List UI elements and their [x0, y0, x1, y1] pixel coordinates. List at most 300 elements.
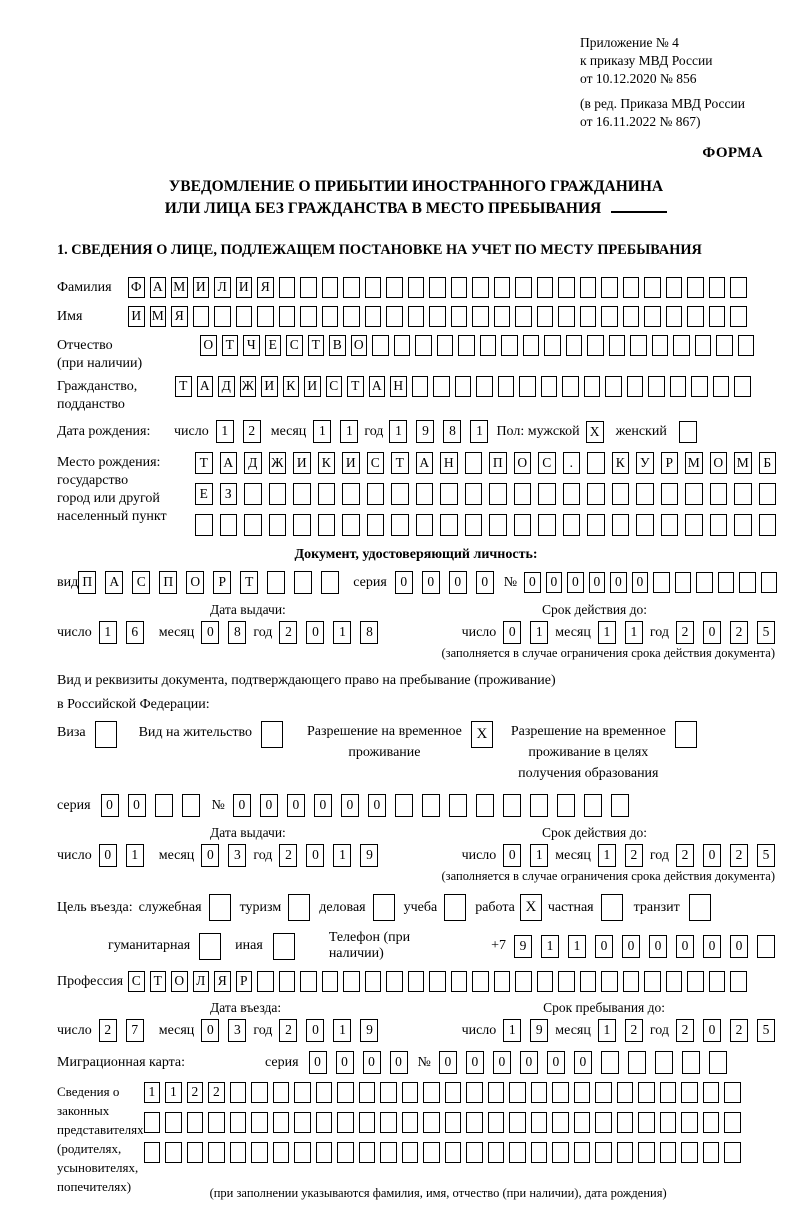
- char-cell[interactable]: [685, 514, 703, 536]
- char-cell[interactable]: Ж: [269, 452, 287, 474]
- char-cell[interactable]: [644, 306, 661, 327]
- char-cell[interactable]: [666, 277, 683, 298]
- char-cell[interactable]: Д: [244, 452, 262, 474]
- char-cell[interactable]: С: [367, 452, 385, 474]
- char-cell[interactable]: [574, 1142, 591, 1163]
- char-cell[interactable]: 1: [568, 935, 586, 958]
- char-cell[interactable]: 2: [279, 621, 297, 644]
- char-cell[interactable]: [724, 1142, 741, 1163]
- char-cell[interactable]: 0: [476, 571, 494, 594]
- char-cell[interactable]: О: [514, 452, 532, 474]
- char-cell[interactable]: [652, 335, 669, 356]
- char-cell[interactable]: 0: [676, 935, 694, 958]
- char-cell[interactable]: 0: [201, 844, 219, 867]
- char-cell[interactable]: [691, 376, 708, 397]
- char-cell[interactable]: [595, 1142, 612, 1163]
- char-cell[interactable]: [144, 1112, 161, 1133]
- char-cell[interactable]: [440, 514, 458, 536]
- char-cell[interactable]: [687, 971, 704, 992]
- char-cell[interactable]: 9: [416, 420, 434, 443]
- char-cell[interactable]: [730, 306, 747, 327]
- char-cell[interactable]: [584, 376, 601, 397]
- char-cell[interactable]: [494, 306, 511, 327]
- char-cell[interactable]: [251, 1142, 268, 1163]
- char-cell[interactable]: О: [710, 452, 728, 474]
- char-cell[interactable]: [660, 1142, 677, 1163]
- char-cell[interactable]: К: [612, 452, 630, 474]
- char-cell[interactable]: 9: [514, 935, 532, 958]
- char-cell[interactable]: Б: [759, 452, 777, 474]
- temp-residence-edu-checkbox[interactable]: [675, 721, 697, 748]
- purpose-other-checkbox[interactable]: [273, 933, 295, 960]
- char-cell[interactable]: [465, 452, 483, 474]
- char-cell[interactable]: Т: [150, 971, 167, 992]
- char-cell[interactable]: [269, 483, 287, 505]
- char-cell[interactable]: [322, 971, 339, 992]
- char-cell[interactable]: 0: [622, 935, 640, 958]
- char-cell[interactable]: [655, 1051, 673, 1074]
- char-cell[interactable]: [423, 1142, 440, 1163]
- char-cell[interactable]: Т: [195, 452, 213, 474]
- char-cell[interactable]: Т: [308, 335, 325, 356]
- char-cell[interactable]: [294, 571, 312, 594]
- char-cell[interactable]: А: [197, 376, 214, 397]
- char-cell[interactable]: [445, 1112, 462, 1133]
- char-cell[interactable]: 1: [313, 420, 331, 443]
- char-cell[interactable]: [365, 971, 382, 992]
- char-cell[interactable]: [451, 971, 468, 992]
- char-cell[interactable]: [488, 1142, 505, 1163]
- char-cell[interactable]: [661, 483, 679, 505]
- char-cell[interactable]: [257, 971, 274, 992]
- char-cell[interactable]: [730, 971, 747, 992]
- char-cell[interactable]: [703, 1142, 720, 1163]
- char-cell[interactable]: [563, 483, 581, 505]
- temp-residence-checkbox[interactable]: X: [471, 721, 493, 748]
- char-cell[interactable]: [422, 794, 440, 817]
- char-cell[interactable]: [636, 514, 654, 536]
- char-cell[interactable]: [244, 514, 262, 536]
- char-cell[interactable]: А: [416, 452, 434, 474]
- char-cell[interactable]: [155, 794, 173, 817]
- char-cell[interactable]: [208, 1142, 225, 1163]
- purpose-tourism-checkbox[interactable]: [288, 894, 310, 921]
- char-cell[interactable]: [538, 483, 556, 505]
- char-cell[interactable]: [734, 483, 752, 505]
- char-cell[interactable]: 0: [703, 1019, 721, 1042]
- char-cell[interactable]: 2: [730, 1019, 748, 1042]
- char-cell[interactable]: [230, 1142, 247, 1163]
- char-cell[interactable]: П: [159, 571, 177, 594]
- char-cell[interactable]: [321, 571, 339, 594]
- char-cell[interactable]: 3: [228, 844, 246, 867]
- char-cell[interactable]: 2: [208, 1082, 225, 1103]
- char-cell[interactable]: 0: [466, 1051, 484, 1074]
- char-cell[interactable]: [193, 306, 210, 327]
- char-cell[interactable]: [445, 1142, 462, 1163]
- char-cell[interactable]: [703, 1112, 720, 1133]
- char-cell[interactable]: 0: [287, 794, 305, 817]
- char-cell[interactable]: [587, 514, 605, 536]
- char-cell[interactable]: [300, 971, 317, 992]
- char-cell[interactable]: [666, 306, 683, 327]
- purpose-work-checkbox[interactable]: X: [520, 894, 542, 921]
- char-cell[interactable]: [273, 1142, 290, 1163]
- char-cell[interactable]: 5: [757, 844, 775, 867]
- char-cell[interactable]: [144, 1142, 161, 1163]
- char-cell[interactable]: [501, 335, 518, 356]
- char-cell[interactable]: [476, 794, 494, 817]
- char-cell[interactable]: [661, 514, 679, 536]
- char-cell[interactable]: [609, 335, 626, 356]
- char-cell[interactable]: [537, 277, 554, 298]
- char-cell[interactable]: [670, 376, 687, 397]
- char-cell[interactable]: [580, 277, 597, 298]
- purpose-transit-checkbox[interactable]: [689, 894, 711, 921]
- char-cell[interactable]: 0: [546, 572, 563, 593]
- char-cell[interactable]: Д: [218, 376, 235, 397]
- char-cell[interactable]: [294, 1112, 311, 1133]
- char-cell[interactable]: [531, 1142, 548, 1163]
- char-cell[interactable]: [236, 306, 253, 327]
- char-cell[interactable]: 8: [228, 621, 246, 644]
- char-cell[interactable]: 1: [598, 844, 616, 867]
- char-cell[interactable]: [294, 1082, 311, 1103]
- char-cell[interactable]: Т: [240, 571, 258, 594]
- char-cell[interactable]: [519, 376, 536, 397]
- char-cell[interactable]: [465, 483, 483, 505]
- residence-permit-checkbox[interactable]: [261, 721, 283, 748]
- char-cell[interactable]: О: [186, 571, 204, 594]
- char-cell[interactable]: [687, 306, 704, 327]
- char-cell[interactable]: [408, 306, 425, 327]
- char-cell[interactable]: Л: [214, 277, 231, 298]
- char-cell[interactable]: [386, 971, 403, 992]
- char-cell[interactable]: [612, 514, 630, 536]
- char-cell[interactable]: [541, 376, 558, 397]
- char-cell[interactable]: [394, 335, 411, 356]
- char-cell[interactable]: И: [193, 277, 210, 298]
- char-cell[interactable]: 5: [757, 1019, 775, 1042]
- char-cell[interactable]: [563, 514, 581, 536]
- char-cell[interactable]: Л: [193, 971, 210, 992]
- char-cell[interactable]: [279, 277, 296, 298]
- char-cell[interactable]: [359, 1112, 376, 1133]
- char-cell[interactable]: [552, 1142, 569, 1163]
- char-cell[interactable]: 0: [703, 935, 721, 958]
- char-cell[interactable]: [429, 277, 446, 298]
- char-cell[interactable]: [509, 1082, 526, 1103]
- char-cell[interactable]: [429, 306, 446, 327]
- char-cell[interactable]: [530, 794, 548, 817]
- char-cell[interactable]: [230, 1082, 247, 1103]
- char-cell[interactable]: [523, 335, 540, 356]
- char-cell[interactable]: О: [351, 335, 368, 356]
- char-cell[interactable]: [660, 1082, 677, 1103]
- char-cell[interactable]: 2: [187, 1082, 204, 1103]
- char-cell[interactable]: 0: [201, 1019, 219, 1042]
- char-cell[interactable]: 0: [368, 794, 386, 817]
- char-cell[interactable]: [630, 335, 647, 356]
- char-cell[interactable]: [279, 306, 296, 327]
- char-cell[interactable]: 0: [730, 935, 748, 958]
- char-cell[interactable]: [342, 483, 360, 505]
- char-cell[interactable]: 2: [730, 621, 748, 644]
- char-cell[interactable]: [251, 1112, 268, 1133]
- char-cell[interactable]: [423, 1112, 440, 1133]
- char-cell[interactable]: И: [261, 376, 278, 397]
- char-cell[interactable]: [552, 1112, 569, 1133]
- char-cell[interactable]: О: [171, 971, 188, 992]
- purpose-official-checkbox[interactable]: [209, 894, 231, 921]
- char-cell[interactable]: Н: [390, 376, 407, 397]
- char-cell[interactable]: [318, 514, 336, 536]
- char-cell[interactable]: [494, 277, 511, 298]
- char-cell[interactable]: [182, 794, 200, 817]
- char-cell[interactable]: [734, 376, 751, 397]
- char-cell[interactable]: [552, 1082, 569, 1103]
- char-cell[interactable]: У: [636, 452, 654, 474]
- char-cell[interactable]: Т: [391, 452, 409, 474]
- char-cell[interactable]: [644, 971, 661, 992]
- char-cell[interactable]: .: [563, 452, 581, 474]
- char-cell[interactable]: [557, 794, 575, 817]
- char-cell[interactable]: [724, 1082, 741, 1103]
- char-cell[interactable]: 2: [243, 420, 261, 443]
- char-cell[interactable]: [465, 514, 483, 536]
- char-cell[interactable]: [531, 1112, 548, 1133]
- char-cell[interactable]: [666, 971, 683, 992]
- char-cell[interactable]: [623, 971, 640, 992]
- char-cell[interactable]: [220, 514, 238, 536]
- char-cell[interactable]: [480, 335, 497, 356]
- char-cell[interactable]: [681, 1142, 698, 1163]
- char-cell[interactable]: 2: [99, 1019, 117, 1042]
- char-cell[interactable]: [515, 306, 532, 327]
- char-cell[interactable]: [644, 277, 661, 298]
- char-cell[interactable]: 1: [503, 1019, 521, 1042]
- char-cell[interactable]: [685, 483, 703, 505]
- char-cell[interactable]: [402, 1082, 419, 1103]
- char-cell[interactable]: [337, 1082, 354, 1103]
- char-cell[interactable]: 1: [470, 420, 488, 443]
- char-cell[interactable]: [230, 1112, 247, 1133]
- char-cell[interactable]: [709, 971, 726, 992]
- char-cell[interactable]: [187, 1142, 204, 1163]
- char-cell[interactable]: [695, 335, 712, 356]
- char-cell[interactable]: [343, 971, 360, 992]
- sex-female-checkbox[interactable]: [679, 421, 697, 443]
- char-cell[interactable]: 0: [395, 571, 413, 594]
- char-cell[interactable]: [408, 277, 425, 298]
- char-cell[interactable]: [365, 306, 382, 327]
- char-cell[interactable]: Я: [257, 277, 274, 298]
- char-cell[interactable]: [515, 277, 532, 298]
- char-cell[interactable]: [380, 1112, 397, 1133]
- char-cell[interactable]: А: [150, 277, 167, 298]
- char-cell[interactable]: Я: [214, 971, 231, 992]
- char-cell[interactable]: 2: [676, 1019, 694, 1042]
- char-cell[interactable]: [580, 306, 597, 327]
- char-cell[interactable]: [267, 571, 285, 594]
- char-cell[interactable]: 0: [524, 572, 541, 593]
- char-cell[interactable]: А: [220, 452, 238, 474]
- char-cell[interactable]: [761, 572, 778, 593]
- char-cell[interactable]: [294, 1142, 311, 1163]
- char-cell[interactable]: [472, 306, 489, 327]
- char-cell[interactable]: [759, 514, 777, 536]
- char-cell[interactable]: И: [304, 376, 321, 397]
- char-cell[interactable]: 1: [144, 1082, 161, 1103]
- char-cell[interactable]: [416, 514, 434, 536]
- char-cell[interactable]: [440, 483, 458, 505]
- char-cell[interactable]: [316, 1082, 333, 1103]
- char-cell[interactable]: 1: [333, 621, 351, 644]
- char-cell[interactable]: 0: [314, 794, 332, 817]
- char-cell[interactable]: [558, 306, 575, 327]
- char-cell[interactable]: [709, 1051, 727, 1074]
- char-cell[interactable]: 0: [336, 1051, 354, 1074]
- char-cell[interactable]: М: [171, 277, 188, 298]
- char-cell[interactable]: [165, 1112, 182, 1133]
- char-cell[interactable]: [612, 483, 630, 505]
- char-cell[interactable]: [367, 483, 385, 505]
- purpose-business-checkbox[interactable]: [373, 894, 395, 921]
- char-cell[interactable]: [342, 514, 360, 536]
- char-cell[interactable]: [574, 1112, 591, 1133]
- char-cell[interactable]: 0: [703, 621, 721, 644]
- char-cell[interactable]: 0: [309, 1051, 327, 1074]
- char-cell[interactable]: М: [150, 306, 167, 327]
- char-cell[interactable]: [584, 794, 602, 817]
- char-cell[interactable]: [429, 971, 446, 992]
- char-cell[interactable]: [269, 514, 287, 536]
- char-cell[interactable]: [709, 306, 726, 327]
- char-cell[interactable]: [681, 1082, 698, 1103]
- char-cell[interactable]: 0: [201, 621, 219, 644]
- char-cell[interactable]: Р: [236, 971, 253, 992]
- char-cell[interactable]: [466, 1112, 483, 1133]
- char-cell[interactable]: [757, 935, 775, 958]
- char-cell[interactable]: [273, 1082, 290, 1103]
- char-cell[interactable]: С: [132, 571, 150, 594]
- char-cell[interactable]: [605, 376, 622, 397]
- char-cell[interactable]: 0: [649, 935, 667, 958]
- char-cell[interactable]: [300, 306, 317, 327]
- char-cell[interactable]: [537, 971, 554, 992]
- char-cell[interactable]: [416, 483, 434, 505]
- char-cell[interactable]: [451, 306, 468, 327]
- char-cell[interactable]: Е: [195, 483, 213, 505]
- char-cell[interactable]: [386, 306, 403, 327]
- char-cell[interactable]: [710, 514, 728, 536]
- char-cell[interactable]: [365, 277, 382, 298]
- char-cell[interactable]: [488, 1112, 505, 1133]
- char-cell[interactable]: [509, 1112, 526, 1133]
- char-cell[interactable]: 2: [279, 844, 297, 867]
- char-cell[interactable]: 0: [99, 844, 117, 867]
- char-cell[interactable]: 9: [360, 1019, 378, 1042]
- char-cell[interactable]: [730, 277, 747, 298]
- char-cell[interactable]: [318, 483, 336, 505]
- char-cell[interactable]: [257, 306, 274, 327]
- visa-checkbox[interactable]: [95, 721, 117, 748]
- char-cell[interactable]: [322, 306, 339, 327]
- char-cell[interactable]: [208, 1112, 225, 1133]
- char-cell[interactable]: [380, 1082, 397, 1103]
- char-cell[interactable]: 0: [306, 844, 324, 867]
- char-cell[interactable]: 9: [360, 844, 378, 867]
- char-cell[interactable]: [587, 452, 605, 474]
- char-cell[interactable]: А: [105, 571, 123, 594]
- char-cell[interactable]: [449, 794, 467, 817]
- char-cell[interactable]: 1: [598, 1019, 616, 1042]
- char-cell[interactable]: [515, 971, 532, 992]
- char-cell[interactable]: П: [489, 452, 507, 474]
- char-cell[interactable]: И: [293, 452, 311, 474]
- char-cell[interactable]: [611, 794, 629, 817]
- char-cell[interactable]: [279, 971, 296, 992]
- char-cell[interactable]: [466, 1082, 483, 1103]
- char-cell[interactable]: [437, 335, 454, 356]
- char-cell[interactable]: Я: [171, 306, 188, 327]
- char-cell[interactable]: 2: [676, 621, 694, 644]
- char-cell[interactable]: [423, 1082, 440, 1103]
- char-cell[interactable]: [316, 1142, 333, 1163]
- char-cell[interactable]: [537, 306, 554, 327]
- char-cell[interactable]: [343, 306, 360, 327]
- char-cell[interactable]: 1: [625, 621, 643, 644]
- char-cell[interactable]: И: [342, 452, 360, 474]
- char-cell[interactable]: 9: [530, 1019, 548, 1042]
- char-cell[interactable]: [293, 514, 311, 536]
- char-cell[interactable]: К: [318, 452, 336, 474]
- char-cell[interactable]: [623, 277, 640, 298]
- char-cell[interactable]: [408, 971, 425, 992]
- char-cell[interactable]: 1: [333, 1019, 351, 1042]
- char-cell[interactable]: [466, 1142, 483, 1163]
- char-cell[interactable]: [716, 335, 733, 356]
- char-cell[interactable]: [251, 1082, 268, 1103]
- char-cell[interactable]: Т: [175, 376, 192, 397]
- char-cell[interactable]: 1: [126, 844, 144, 867]
- char-cell[interactable]: [380, 1142, 397, 1163]
- char-cell[interactable]: 5: [757, 621, 775, 644]
- char-cell[interactable]: [489, 483, 507, 505]
- char-cell[interactable]: [489, 514, 507, 536]
- char-cell[interactable]: 0: [503, 621, 521, 644]
- char-cell[interactable]: [734, 514, 752, 536]
- char-cell[interactable]: З: [220, 483, 238, 505]
- char-cell[interactable]: [476, 376, 493, 397]
- char-cell[interactable]: 0: [574, 1051, 592, 1074]
- char-cell[interactable]: [628, 1051, 646, 1074]
- char-cell[interactable]: 0: [363, 1051, 381, 1074]
- char-cell[interactable]: [638, 1082, 655, 1103]
- char-cell[interactable]: [739, 572, 756, 593]
- char-cell[interactable]: [580, 971, 597, 992]
- char-cell[interactable]: А: [369, 376, 386, 397]
- char-cell[interactable]: Р: [213, 571, 231, 594]
- char-cell[interactable]: 1: [389, 420, 407, 443]
- char-cell[interactable]: Т: [222, 335, 239, 356]
- char-cell[interactable]: [402, 1142, 419, 1163]
- char-cell[interactable]: [445, 1082, 462, 1103]
- char-cell[interactable]: 2: [676, 844, 694, 867]
- char-cell[interactable]: [472, 971, 489, 992]
- char-cell[interactable]: [372, 335, 389, 356]
- char-cell[interactable]: [623, 306, 640, 327]
